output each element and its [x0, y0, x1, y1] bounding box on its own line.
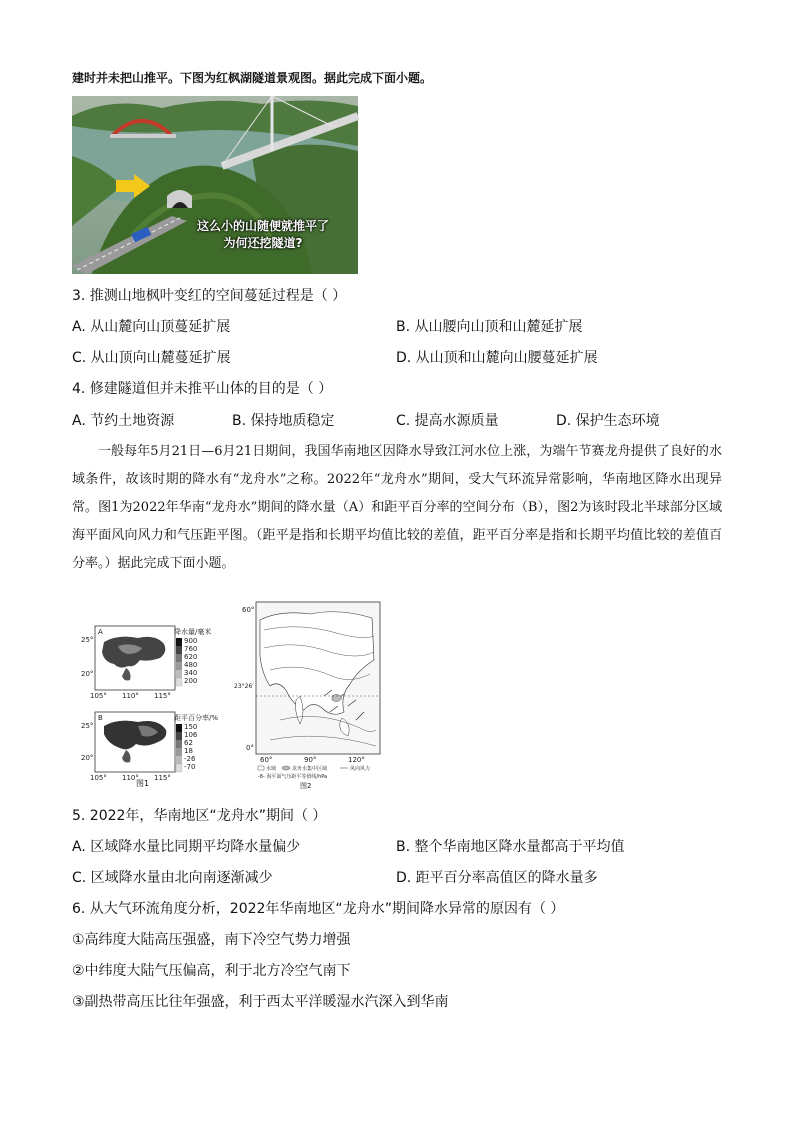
figure-1-lon-105-b: 105°: [90, 774, 107, 782]
figure-1-lon-110-b: 110°: [122, 774, 139, 782]
figure-2-lon-90: 90°: [304, 756, 317, 764]
legend-a-value-6: 200: [184, 677, 198, 685]
figure-2-legend-isobar: -8- 海平面气压距平等值线/hPa: [258, 774, 328, 780]
tunnel-landscape-photo: [72, 96, 358, 274]
figure-1-legend-b: [176, 723, 198, 772]
legend-b-value-4: 18: [184, 747, 193, 755]
figure-1-legend-a: [176, 637, 197, 686]
legend-b-value-2: 106: [184, 731, 198, 739]
question-6-item-3: ③副热带高压比往年强盛，利于西太平洋暖湿水汽深入到华南: [72, 994, 449, 1010]
question-3-option-d: D. 从山顶和山麓向山腰蔓延扩展: [396, 350, 598, 366]
photo-caption: [178, 218, 348, 252]
figure-1-lat-25-b: 25°: [81, 722, 94, 730]
figure-1-lat-20-b: 20°: [81, 754, 94, 762]
legend-water-swatch: [258, 766, 264, 770]
figure-2: [234, 600, 386, 790]
figure-1-lon-110-a: 110°: [122, 692, 139, 700]
question-4-option-d: D. 保护生态环境: [556, 413, 660, 429]
question-6-item-1: ①高纬度大陆高压强盛，南下冷空气势力增强: [72, 932, 351, 948]
question-3-stem: 3. 推测山地枫叶变红的空间蔓延过程是（ ）: [72, 288, 347, 304]
legend-b-value-3: 62: [184, 739, 193, 747]
question-6-stem: 6. 从大气环流角度分析，2022年华南地区“龙舟水”期间降水异常的原因有（ ）: [72, 901, 565, 917]
question-3-option-c: C. 从山顶向山麓蔓延扩展: [72, 350, 231, 366]
figure-2-legend-rain-zone: 龙舟水集中区域: [292, 766, 328, 772]
question-4-stem: 4. 修建隧道但并未推平山体的目的是（ ）: [72, 381, 333, 397]
question-4-option-b: B. 保持地质稳定: [232, 413, 335, 429]
figure-1-lat-20-a: 20°: [81, 670, 94, 678]
photo-caption-line2: 为何还挖隧道?: [223, 236, 303, 250]
figure-2-lon-120: 120°: [348, 756, 365, 764]
figure-2-lat-60: 60°: [242, 606, 255, 614]
legend-a-value-3: 620: [184, 653, 198, 661]
figure-2-caption: 图2: [300, 782, 312, 790]
figure-1-lat-25-a: 25°: [81, 636, 94, 644]
legend-a-value-5: 340: [184, 669, 198, 677]
question-4-option-a: A. 节约土地资源: [72, 413, 175, 429]
legend-b-value-6: -70: [184, 763, 196, 771]
figure-1-lon-115-b: 115°: [154, 774, 171, 782]
legend-b-value-5: -26: [184, 755, 196, 763]
question-4-option-c: C. 提高水源质量: [396, 413, 499, 429]
figure-2-lon-60: 60°: [260, 756, 273, 764]
question-5-option-a: A. 区域降水量比同期平均降水量偏少: [72, 839, 301, 855]
figure-2-legend-wind: 风向风力: [350, 766, 371, 772]
photo-caption-line1: 这么小的山随便就推平了: [196, 219, 329, 233]
question-5-option-c: C. 区域降水量由北向南逐渐减少: [72, 870, 273, 886]
figure-1-caption: 图1: [136, 779, 150, 788]
figure-2-lat-0: 0°: [246, 744, 254, 752]
figure-1-panel-b-label: B: [98, 714, 103, 722]
legend-a-value-4: 480: [184, 661, 198, 669]
reading-passage: 一般每年5月21日—6月21日期间，我国华南地区因降水导致江河水位上涨，为端午节赛龙舟提供了良好的水域条件，故该时期的降水有“龙舟水”之称。2022年“龙舟水”期间，受大气环流异常影响，华南地区降水出现异常。图1为2022年华南“龙舟水”期间的降水量（A）和距平百分率的空间分布（B），图2为该时段北半球部分区域海平面风向风力和气压距平图。（距平是指和长期平均值比较的差值，距平百分率是指和长期平均值比较的差值百分率。）据此完成下面小题。: [72, 444, 722, 571]
question-5-option-b: B. 整个华南地区降水量都高于平均值: [396, 839, 625, 855]
figure-1: [78, 622, 230, 784]
question-3-option-b: B. 从山腰向山顶和山麓延扩展: [396, 319, 583, 335]
figure-1-legend-b-title: 距平百分率/%: [174, 714, 219, 722]
question-3-option-a: A. 从山麓向山顶蔓延扩展: [72, 319, 231, 335]
intro-line: 建时并未把山推平。下图为红枫湖隧道景观图。据此完成下面小题。: [72, 71, 433, 85]
question-5-option-d: D. 距平百分率高值区的降水量多: [396, 870, 598, 886]
figure-2-legend-water: 水域: [266, 766, 277, 772]
legend-a-value-1: 900: [184, 637, 198, 645]
figure-1-lon-115-a: 115°: [154, 692, 171, 700]
question-5-stem: 5. 2022年，华南地区“龙舟水”期间（ ）: [72, 808, 327, 824]
figure-1-panel-a-label: A: [98, 628, 103, 636]
legend-b-value-1: 150: [184, 723, 198, 731]
figure-1-legend-a-title: 降水量/毫米: [174, 628, 212, 636]
legend-rain-zone-swatch: [282, 766, 290, 770]
figure-2-lat-tropic: 23°26′: [234, 683, 254, 690]
question-6-item-2: ②中纬度大陆气压偏高，利于北方冷空气南下: [72, 963, 351, 979]
legend-a-value-2: 760: [184, 645, 198, 653]
figure-1-lon-105-a: 105°: [90, 692, 107, 700]
